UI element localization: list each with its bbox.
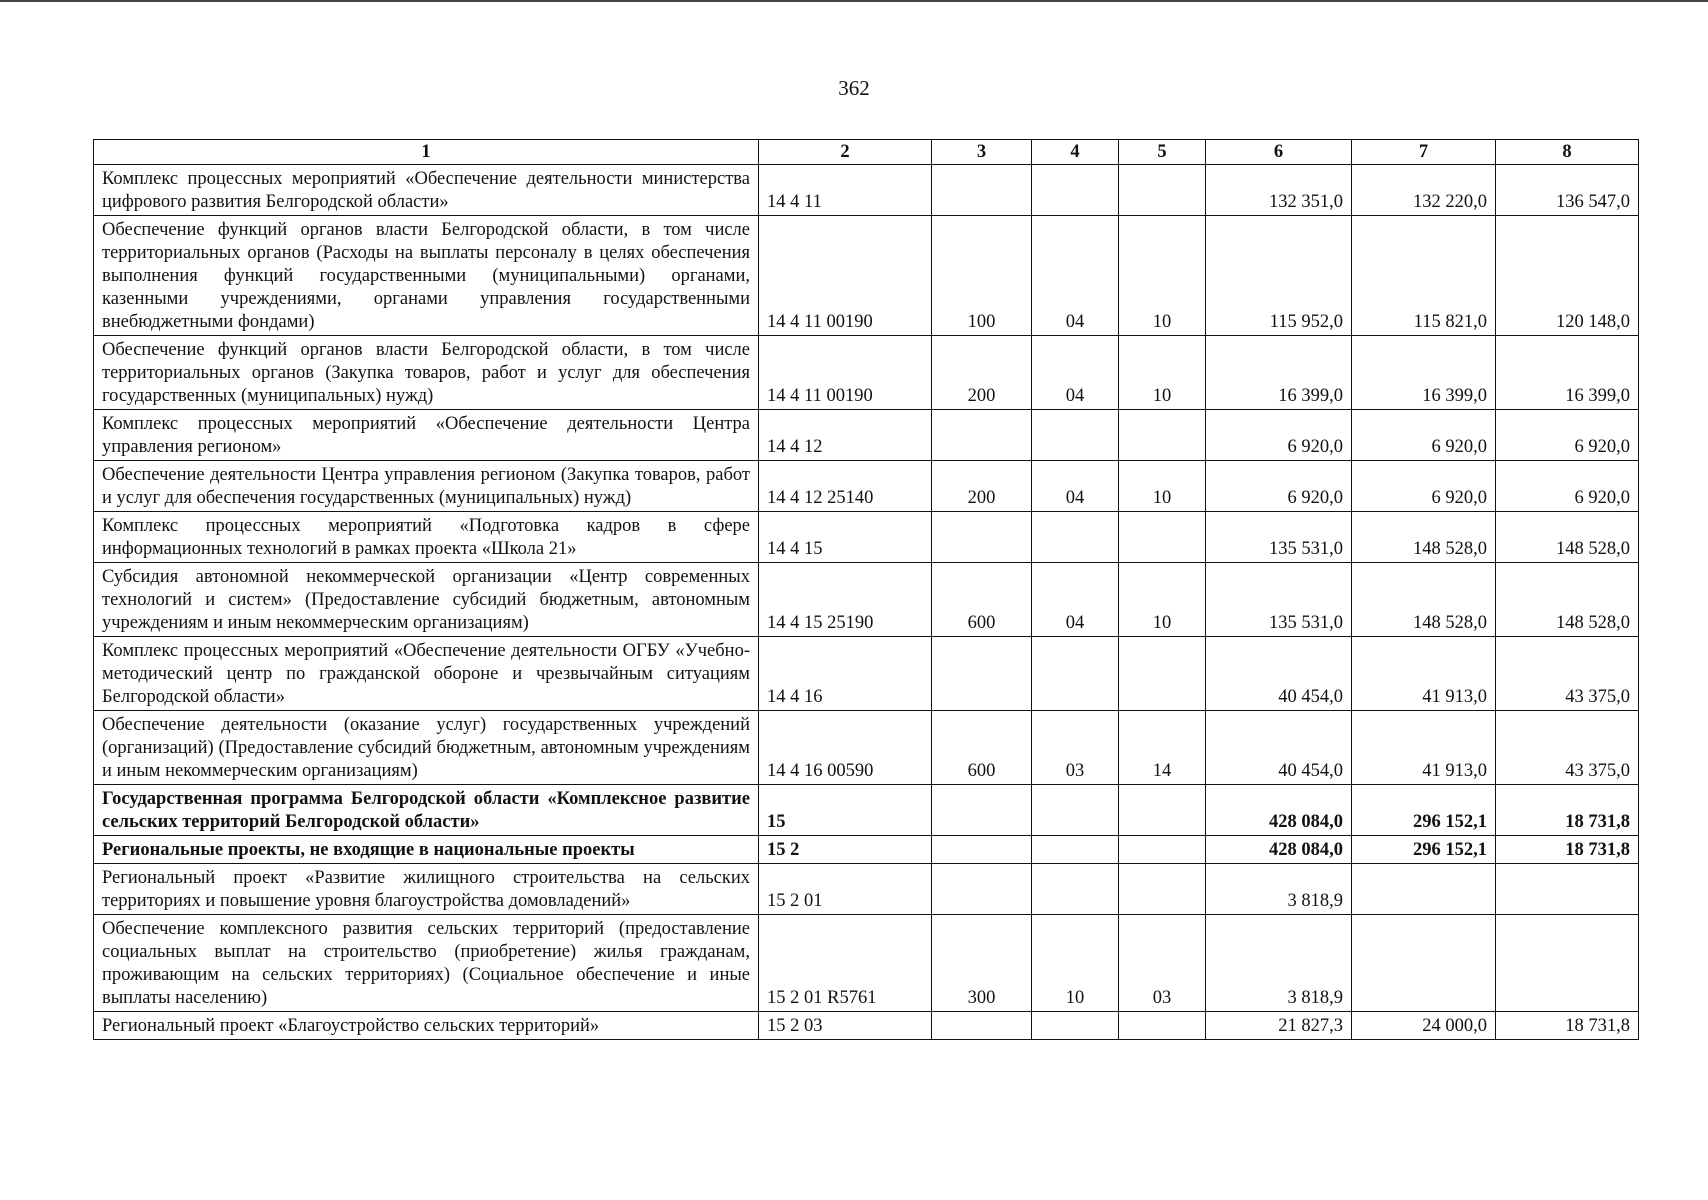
row-subsection-cell: 10: [1119, 216, 1206, 336]
row-amount-3-cell: [1496, 915, 1639, 1012]
row-name-cell: Обеспечение функций органов власти Белгородской области, в том числе территориальных органов (Закупка товаров, работ и услуг для обеспечения государственных (муниципальных) нужд): [94, 336, 759, 410]
row-amount-3-cell: 136 547,0: [1496, 165, 1639, 216]
row-amount-2-cell: 16 399,0: [1352, 336, 1496, 410]
row-amount-2-cell: 132 220,0: [1352, 165, 1496, 216]
header-cell: 1: [94, 140, 759, 165]
row-section-cell: [1032, 785, 1119, 836]
table-row: [94, 563, 1639, 637]
row-code-cell: 14 4 11 00190: [759, 336, 932, 410]
page-number: 362: [838, 76, 870, 100]
table-row: [94, 165, 1639, 216]
row-subsection-cell: 03: [1119, 915, 1206, 1012]
header-cell: 8: [1496, 140, 1639, 165]
row-name-cell: Обеспечение деятельности Центра управления регионом (Закупка товаров, работ и услуг для обеспечения государственных (муниципальных) нужд): [94, 461, 759, 512]
row-name-cell: Региональные проекты, не входящие в национальные проекты: [94, 836, 759, 864]
row-expense-type-cell: 600: [932, 563, 1032, 637]
row-section-cell: [1032, 410, 1119, 461]
row-section-cell: 04: [1032, 461, 1119, 512]
row-section-cell: [1032, 864, 1119, 915]
row-expense-type-cell: 600: [932, 711, 1032, 785]
row-section-cell: [1032, 165, 1119, 216]
row-name-cell: Региональный проект «Благоустройство сельских территорий»: [94, 1012, 759, 1040]
row-amount-2-cell: 6 920,0: [1352, 410, 1496, 461]
row-amount-2-cell: [1352, 915, 1496, 1012]
row-subsection-cell: 14: [1119, 711, 1206, 785]
row-expense-type-cell: [932, 785, 1032, 836]
row-amount-2-cell: 148 528,0: [1352, 512, 1496, 563]
row-section-cell: 04: [1032, 563, 1119, 637]
row-code-cell: 15 2 01: [759, 864, 932, 915]
row-amount-1-cell: 6 920,0: [1206, 461, 1352, 512]
table-row: [94, 711, 1639, 785]
row-amount-3-cell: 16 399,0: [1496, 336, 1639, 410]
header-cell: 5: [1119, 140, 1206, 165]
table-row: [94, 410, 1639, 461]
row-amount-3-cell: 120 148,0: [1496, 216, 1639, 336]
table-row: [94, 216, 1639, 336]
row-subsection-cell: [1119, 637, 1206, 711]
row-amount-2-cell: 148 528,0: [1352, 563, 1496, 637]
row-section-cell: 03: [1032, 711, 1119, 785]
row-expense-type-cell: 100: [932, 216, 1032, 336]
table-row: [94, 1012, 1639, 1040]
row-amount-1-cell: 428 084,0: [1206, 785, 1352, 836]
row-amount-2-cell: 296 152,1: [1352, 785, 1496, 836]
row-code-cell: 14 4 15 25190: [759, 563, 932, 637]
row-subsection-cell: [1119, 864, 1206, 915]
row-section-cell: 04: [1032, 336, 1119, 410]
table-row: [94, 864, 1639, 915]
row-amount-3-cell: 148 528,0: [1496, 563, 1639, 637]
row-name-cell: Комплекс процессных мероприятий «Подготовка кадров в сфере информационных технологий в рамках проекта «Школа 21»: [94, 512, 759, 563]
row-code-cell: 15: [759, 785, 932, 836]
row-expense-type-cell: [932, 410, 1032, 461]
row-expense-type-cell: [932, 637, 1032, 711]
row-name-cell: Комплекс процессных мероприятий «Обеспечение деятельности ОГБУ «Учебно-методический центр по гражданской обороне и чрезвычайным ситуациям Белгородской области»: [94, 637, 759, 711]
table-row: [94, 336, 1639, 410]
row-amount-3-cell: 18 731,8: [1496, 785, 1639, 836]
row-code-cell: 15 2 01 R5761: [759, 915, 932, 1012]
row-amount-2-cell: [1352, 864, 1496, 915]
row-subsection-cell: 10: [1119, 336, 1206, 410]
row-expense-type-cell: [932, 512, 1032, 563]
row-subsection-cell: [1119, 165, 1206, 216]
table-row: [94, 836, 1639, 864]
row-code-cell: 14 4 15: [759, 512, 932, 563]
row-amount-2-cell: 41 913,0: [1352, 711, 1496, 785]
row-amount-1-cell: 428 084,0: [1206, 836, 1352, 864]
table-row: [94, 915, 1639, 1012]
row-amount-2-cell: 296 152,1: [1352, 836, 1496, 864]
row-expense-type-cell: [932, 165, 1032, 216]
header-cell: 4: [1032, 140, 1119, 165]
row-code-cell: 14 4 11: [759, 165, 932, 216]
row-expense-type-cell: [932, 836, 1032, 864]
row-amount-1-cell: 3 818,9: [1206, 915, 1352, 1012]
row-code-cell: 14 4 16: [759, 637, 932, 711]
table-body: [94, 165, 1639, 1040]
row-subsection-cell: [1119, 1012, 1206, 1040]
row-name-cell: Комплекс процессных мероприятий «Обеспечение деятельности министерства цифрового развития Белгородской области»: [94, 165, 759, 216]
row-name-cell: Государственная программа Белгородской области «Комплексное развитие сельских территорий Белгородской области»: [94, 785, 759, 836]
row-expense-type-cell: 300: [932, 915, 1032, 1012]
row-code-cell: 14 4 11 00190: [759, 216, 932, 336]
header-cell: 6: [1206, 140, 1352, 165]
row-amount-3-cell: 6 920,0: [1496, 461, 1639, 512]
table-row: [94, 785, 1639, 836]
row-name-cell: Субсидия автономной некоммерческой организации «Центр современных технологий и систем» (Предоставление субсидий бюджетным, автономным учреждениям и иным некоммерческим организациям): [94, 563, 759, 637]
row-amount-3-cell: 18 731,8: [1496, 1012, 1639, 1040]
row-name-cell: Региональный проект «Развитие жилищного строительства на сельских территориях и повышение уровня благоустройства домовладений»: [94, 864, 759, 915]
row-amount-2-cell: 41 913,0: [1352, 637, 1496, 711]
table-row: [94, 512, 1639, 563]
row-subsection-cell: [1119, 785, 1206, 836]
row-code-cell: 14 4 16 00590: [759, 711, 932, 785]
row-expense-type-cell: [932, 1012, 1032, 1040]
row-expense-type-cell: [932, 864, 1032, 915]
row-subsection-cell: [1119, 512, 1206, 563]
header-cell: 2: [759, 140, 932, 165]
header-cell: 7: [1352, 140, 1496, 165]
row-amount-1-cell: 40 454,0: [1206, 711, 1352, 785]
row-code-cell: 14 4 12 25140: [759, 461, 932, 512]
row-amount-3-cell: 43 375,0: [1496, 637, 1639, 711]
row-amount-1-cell: 40 454,0: [1206, 637, 1352, 711]
row-amount-1-cell: 21 827,3: [1206, 1012, 1352, 1040]
row-section-cell: [1032, 637, 1119, 711]
row-section-cell: 04: [1032, 216, 1119, 336]
row-section-cell: [1032, 512, 1119, 563]
row-code-cell: 15 2: [759, 836, 932, 864]
row-name-cell: Обеспечение деятельности (оказание услуг) государственных учреждений (организаций) (Предоставление субсидий бюджетным, автономным учреждениям и иным некоммерческим организациям): [94, 711, 759, 785]
top-rule: [0, 0, 1708, 2]
row-amount-3-cell: 148 528,0: [1496, 512, 1639, 563]
row-code-cell: 14 4 12: [759, 410, 932, 461]
row-amount-3-cell: 6 920,0: [1496, 410, 1639, 461]
row-amount-1-cell: 132 351,0: [1206, 165, 1352, 216]
row-subsection-cell: [1119, 836, 1206, 864]
row-section-cell: [1032, 1012, 1119, 1040]
row-name-cell: Комплекс процессных мероприятий «Обеспечение деятельности Центра управления регионом»: [94, 410, 759, 461]
row-amount-3-cell: 43 375,0: [1496, 711, 1639, 785]
row-subsection-cell: [1119, 410, 1206, 461]
header-row: [94, 140, 1639, 165]
row-expense-type-cell: 200: [932, 336, 1032, 410]
row-amount-1-cell: 115 952,0: [1206, 216, 1352, 336]
table-row: [94, 637, 1639, 711]
row-code-cell: 15 2 03: [759, 1012, 932, 1040]
row-amount-1-cell: 16 399,0: [1206, 336, 1352, 410]
row-amount-1-cell: 3 818,9: [1206, 864, 1352, 915]
row-expense-type-cell: 200: [932, 461, 1032, 512]
row-amount-1-cell: 135 531,0: [1206, 512, 1352, 563]
row-amount-2-cell: 115 821,0: [1352, 216, 1496, 336]
header-cell: 3: [932, 140, 1032, 165]
row-subsection-cell: 10: [1119, 563, 1206, 637]
budget-table: [93, 139, 1639, 1040]
row-amount-2-cell: 6 920,0: [1352, 461, 1496, 512]
row-section-cell: 10: [1032, 915, 1119, 1012]
row-amount-1-cell: 6 920,0: [1206, 410, 1352, 461]
row-subsection-cell: 10: [1119, 461, 1206, 512]
row-name-cell: Обеспечение функций органов власти Белгородской области, в том числе территориальных органов (Расходы на выплаты персоналу в целях обеспечения выполнения функций государственными (муниципальными) органами, казенными учреждениями, органами управления государственными внебюджетными фондами): [94, 216, 759, 336]
row-section-cell: [1032, 836, 1119, 864]
table-row: [94, 461, 1639, 512]
row-amount-3-cell: [1496, 864, 1639, 915]
row-amount-2-cell: 24 000,0: [1352, 1012, 1496, 1040]
row-name-cell: Обеспечение комплексного развития сельских территорий (предоставление социальных выплат на строительство (приобретение) жилья гражданам, проживающим на сельских территориях) (Социальное обеспечение и иные выплаты населению): [94, 915, 759, 1012]
row-amount-3-cell: 18 731,8: [1496, 836, 1639, 864]
row-amount-1-cell: 135 531,0: [1206, 563, 1352, 637]
